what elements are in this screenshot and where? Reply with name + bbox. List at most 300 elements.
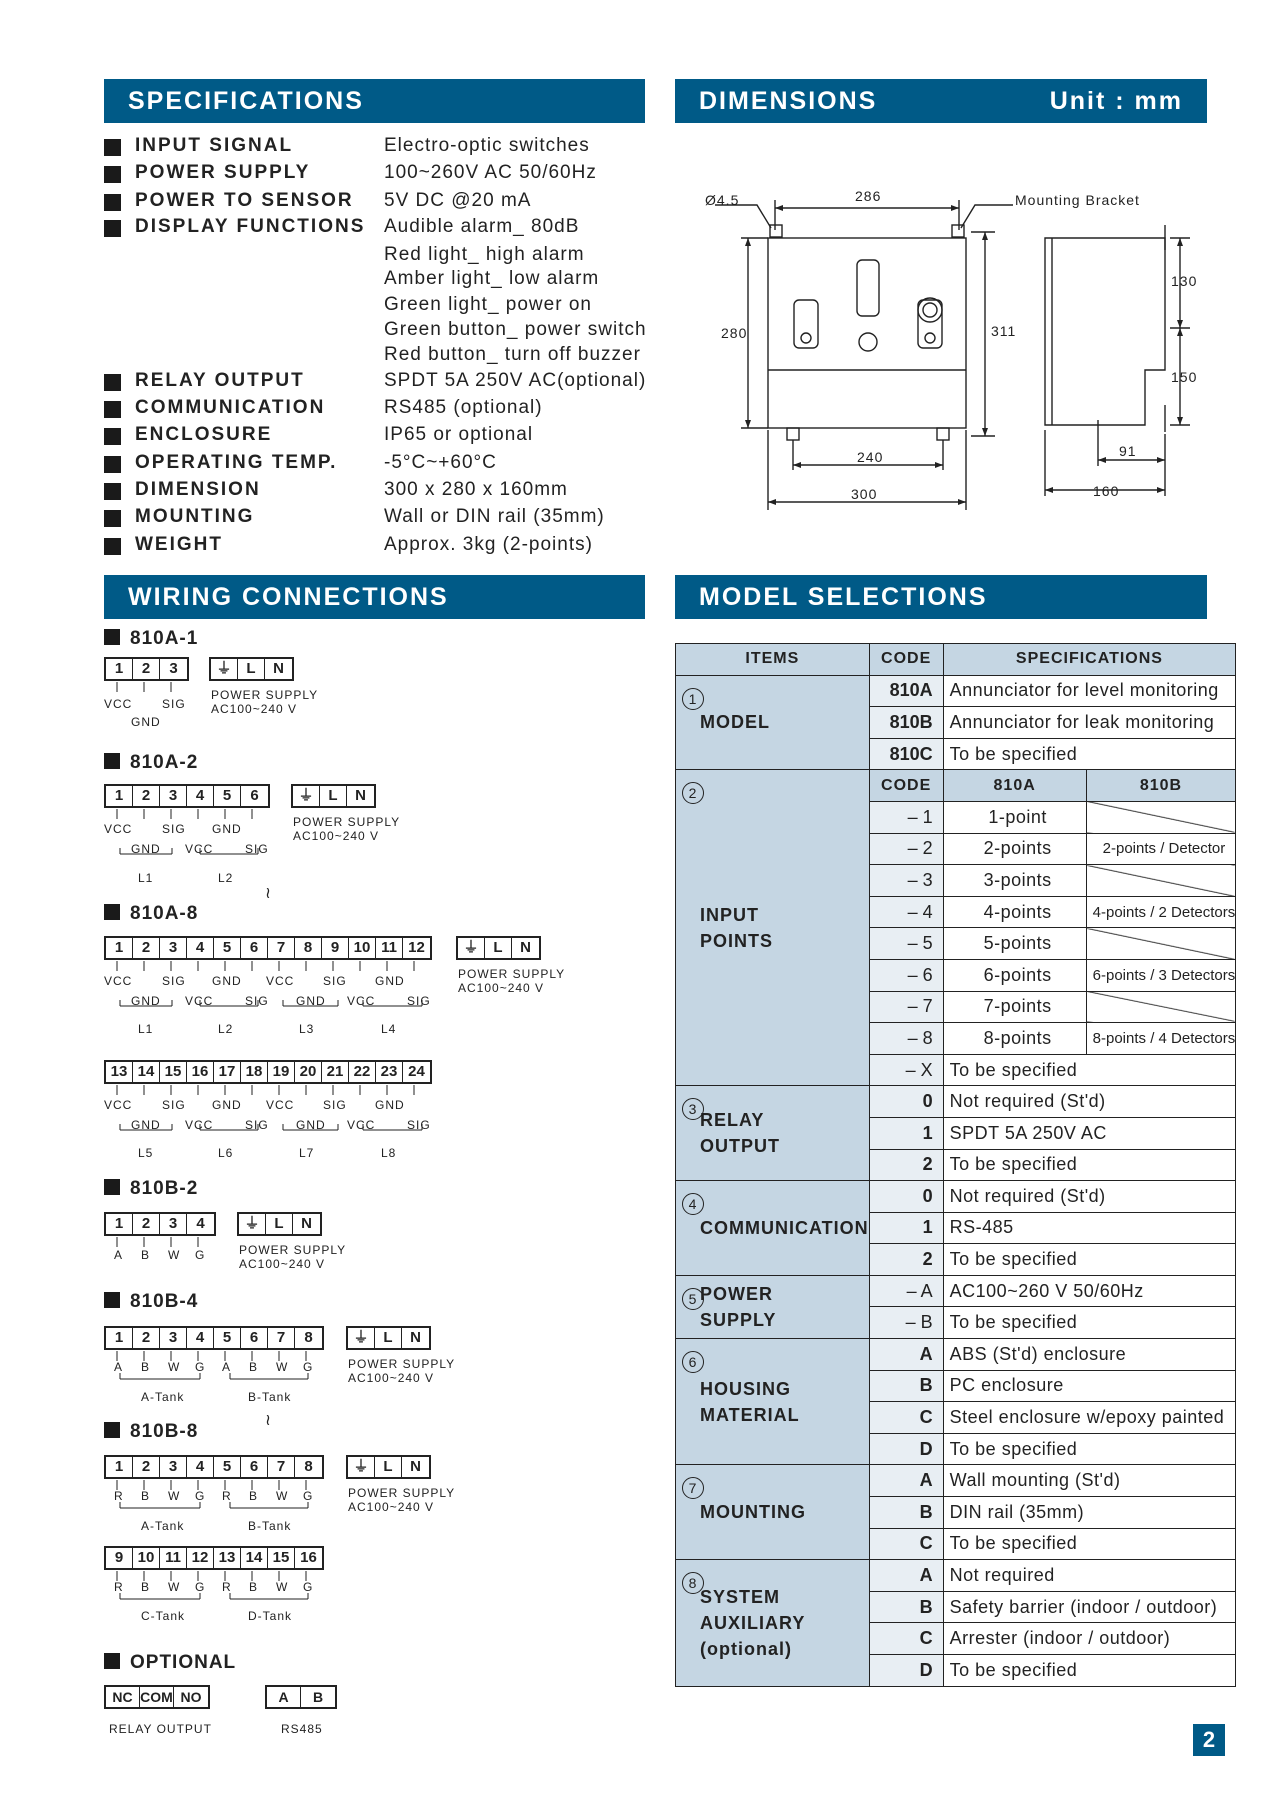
spec-cell-810b: 4-points / 2 Detectors [1086,896,1236,928]
spec-row [104,424,644,451]
wiring-section-title [104,1178,198,1200]
code-cell: C [869,1528,943,1560]
terminal: 21 [322,1062,349,1082]
wire-label: VCC [104,1098,133,1112]
terminal: 3 [160,1328,187,1348]
buzzer-button [918,298,942,322]
wire-label: VCC [185,994,214,1008]
spec-label: ENCLOSURE [135,424,273,445]
code-cell: – 4 [869,896,943,928]
spec-row [104,190,644,217]
spec-label: RELAY OUTPUT [135,370,305,391]
item-label: RELAY [700,1110,765,1131]
terminal: 1 [106,659,133,679]
wiring-section-title [104,903,198,925]
bullet-square-icon [104,456,121,473]
sub-header-code: CODE [869,770,943,802]
spec-cell: To be specified [943,738,1236,770]
wire-label: GND [212,1098,242,1112]
sub-header-810a: 810A [943,770,1086,802]
power-supply-voltage: AC100~240 V [348,1371,435,1385]
dimensions-title: DIMENSIONS [699,87,878,115]
terminal: 2 [133,938,160,958]
bracket-bottom-right [937,428,949,440]
table-row [676,770,1236,802]
spec-cell: To be specified [943,1054,1236,1086]
terminal: 15 [268,1548,295,1568]
terminal: 16 [187,1062,214,1082]
wire-label: VCC [347,994,376,1008]
wiring-section-title [104,1652,236,1674]
spec-row [104,506,644,533]
item-cell [676,1086,870,1181]
terminal: 7 [268,1457,295,1477]
code-cell: 2 [869,1149,943,1181]
item-number-badge: 7 [682,1477,704,1499]
loop-label: L3 [299,1022,315,1036]
wiring-section-title [104,628,198,650]
wiring-header [104,575,645,619]
terminal-block [104,1455,324,1479]
loop-label: L2 [218,871,234,885]
terminal: 12 [408,939,425,956]
terminal: 13 [214,1548,241,1568]
wire-label: VCC [104,697,133,711]
spec-value: Electro-optic switches [384,135,590,156]
spec-cell-810a: 7-points [943,991,1086,1023]
bullet-square-icon [104,428,121,445]
terminal: 1 [106,1328,133,1348]
wire-label: GND [296,1118,326,1132]
power-terminal-block [291,784,376,808]
code-cell: 810B [869,707,943,739]
terminal: 8 [304,1329,313,1346]
spec-value: SPDT 5A 250V AC(optional) [384,370,647,391]
wiring-section-label: 810B-2 [130,1178,199,1199]
code-cell: D [869,1655,943,1687]
wire-label: B [249,1489,259,1503]
terminal-line: L [238,659,265,679]
bullet-square-icon [104,374,121,391]
terminal-nc: NC [106,1687,140,1707]
spec-cell: Not required [943,1560,1236,1592]
terminal-line: L [375,1457,402,1477]
terminal: 7 [268,1328,295,1348]
dimensions-drawing [675,170,1215,530]
spec-value: Audible alarm_ 80dB [384,216,580,237]
terminal: 15 [160,1062,187,1082]
spec-label: INPUT SIGNAL [135,135,294,156]
terminal-line: L [375,1328,402,1348]
loop-label: L1 [138,871,154,885]
terminal: 6 [241,1457,268,1477]
tank-label: B-Tank [248,1519,292,1533]
spec-label: POWER SUPPLY [135,162,311,183]
table-row [676,1181,1236,1213]
specifications-header [104,79,645,123]
code-cell: – 6 [869,959,943,991]
item-label: MOUNTING [700,1502,806,1523]
terminal: 3 [160,786,187,806]
model-selections-title: MODEL SELECTIONS [699,583,988,611]
wire-label: SIG [162,822,186,836]
code-cell: A [869,1560,943,1592]
terminal-neutral: N [301,1215,312,1232]
wire-label: R [222,1489,232,1503]
spec-cell: ABS (St'd) enclosure [943,1339,1236,1371]
bullet-square-icon [104,194,121,211]
wiring-section-title [104,1421,198,1443]
terminal: 2 [133,659,160,679]
power-supply-voltage: AC100~240 V [211,702,298,716]
spec-cell: SPDT 5A 250V AC [943,1117,1236,1149]
item-cell [676,675,870,770]
terminal: 1 [106,1214,133,1234]
item-label: POINTS [700,930,774,951]
wire-label: B [141,1248,151,1262]
terminal-com: COM [140,1689,173,1705]
not-available-cell [1086,801,1236,833]
sensor-port-left [794,300,818,348]
spec-cell-810a: 1-point [943,801,1086,833]
display-extra-line: Green light_ power on [384,294,592,315]
wiring-section-label: 810A-8 [130,903,199,924]
spec-cell: AC100~260 V 50/60Hz [943,1275,1236,1307]
spec-label: DISPLAY FUNCTIONS [135,216,366,237]
terminal: 4 [196,1215,205,1232]
table-header-row [676,644,1236,676]
code-cell: B [869,1497,943,1529]
terminal: 9 [322,938,349,958]
terminal-block [104,657,189,681]
wire-label: G [195,1360,206,1374]
wire-label: GND [131,1118,161,1132]
terminal: 10 [133,1548,160,1568]
bullet-square-icon [104,220,121,237]
col-header-specifications: SPECIFICATIONS [943,644,1236,676]
spec-label: MOUNTING [135,506,255,527]
terminal-block [104,936,432,960]
continuation-icon: ≀ [265,885,271,902]
terminal-neutral: N [520,939,531,956]
code-cell: – X [869,1054,943,1086]
item-cell [676,1465,870,1560]
bullet-square-icon [104,483,121,500]
code-cell: A [869,1339,943,1371]
loop-label: L2 [218,1022,234,1036]
wire-label: GND [131,715,161,729]
spec-row [104,534,644,561]
display-extra-line: Red button_ turn off buzzer [384,344,641,365]
wire-label: VCC [266,1098,295,1112]
spec-cell: DIN rail (35mm) [943,1497,1236,1529]
item-number-badge: 2 [682,782,704,804]
code-cell: 2 [869,1244,943,1276]
spec-cell: To be specified [943,1244,1236,1276]
item-label: (optional) [700,1638,792,1659]
spec-cell: Steel enclosure w/epoxy painted [943,1402,1236,1434]
wire-label: R [114,1489,124,1503]
wire-label: GND [375,974,405,988]
item-cell [676,1275,870,1338]
wire-label: SIG [245,1118,269,1132]
hole-diameter-label: Ø4.5 [705,192,740,208]
terminal-neutral: N [355,787,366,804]
mounting-bracket-label: Mounting Bracket [1015,192,1140,208]
wire-label: A [114,1360,124,1374]
wire-label: SIG [407,1118,431,1132]
spec-value: 100~260V AC 50/60Hz [384,162,597,183]
display-extra-line: Amber light_ low alarm [384,268,600,289]
code-cell: B [869,1370,943,1402]
spec-row [104,452,644,479]
page-number: 2 [1193,1724,1225,1756]
item-cell [676,1181,870,1276]
not-available-cell [1086,991,1236,1023]
spec-row [104,135,644,162]
terminal: 6 [250,787,259,804]
terminal: 4 [187,938,214,958]
table-row [676,1339,1236,1371]
spec-cell: Annunciator for level monitoring [943,675,1236,707]
spec-cell-810b: 6-points / 3 Detectors [1086,959,1236,991]
continuation-icon: ≀ [265,1412,271,1429]
rs485-terminal-block [265,1685,337,1709]
ground-icon: ⏚ [293,786,320,806]
spec-cell-810b: 8-points / 4 Detectors [1086,1023,1236,1055]
bullet-square-icon [104,1653,120,1669]
code-cell: – B [869,1307,943,1339]
wire-label: VCC [104,974,133,988]
model-selections-header [675,575,1207,619]
wiring-section-label: 810B-4 [130,1291,199,1312]
dim-width-240: 240 [857,449,884,465]
terminal: 18 [241,1062,268,1082]
terminal-neutral: N [410,1458,421,1475]
terminal: 2 [133,1457,160,1477]
wire-label: W [276,1360,289,1374]
wire-label: SIG [407,994,431,1008]
spec-cell: Not required (St'd) [943,1086,1236,1118]
item-cell [676,770,870,1086]
power-supply-voltage: AC100~240 V [239,1257,326,1271]
bullet-square-icon [104,1422,120,1438]
item-label: SYSTEM [700,1586,781,1607]
relay-terminal-block [104,1685,210,1709]
item-label: POWER [700,1283,774,1304]
wire-label: B [141,1360,151,1374]
code-cell: C [869,1623,943,1655]
terminal-block [104,784,270,808]
wire-label: GND [212,822,242,836]
ground-icon: ⏚ [239,1214,266,1234]
dimensions-header [675,79,1207,123]
power-terminal-block [209,657,294,681]
wire-label: B [141,1489,151,1503]
wire-label: GND [375,1098,405,1112]
spec-cell: Annunciator for leak monitoring [943,707,1236,739]
table-row [676,1560,1236,1592]
item-number-badge: 3 [682,1098,704,1120]
terminal-block [104,1326,324,1350]
power-supply-label: POWER SUPPLY [239,1243,347,1257]
wire-label: W [168,1360,181,1374]
wire-label: R [114,1580,124,1594]
tank-label: D-Tank [248,1609,293,1623]
dim-depth-160: 160 [1093,483,1120,499]
code-cell: D [869,1433,943,1465]
tank-label: A-Tank [141,1390,185,1404]
spec-label: OPERATING TEMP. [135,452,338,473]
terminal: 3 [160,1214,187,1234]
spec-label: DIMENSION [135,479,261,500]
wire-label: GND [296,994,326,1008]
item-label: COMMUNICATION [700,1217,869,1238]
spec-value: RS485 (optional) [384,397,543,418]
code-cell: 1 [869,1117,943,1149]
loop-label: L6 [218,1146,234,1160]
spec-cell-810a: 5-points [943,928,1086,960]
table-row [676,675,1236,707]
wire-label: B [141,1580,151,1594]
spec-row [104,216,644,243]
power-terminal-block [346,1326,431,1350]
not-available-cell [1086,865,1236,897]
spec-row [104,370,647,397]
wiring-section-label: OPTIONAL [130,1652,237,1673]
table-row [676,1465,1236,1497]
spec-cell: PC enclosure [943,1370,1236,1402]
wire-label: W [276,1580,289,1594]
code-cell: – A [869,1275,943,1307]
terminal-block [104,1060,432,1084]
terminal: 1 [106,1457,133,1477]
wiring-section-label: 810A-1 [130,628,199,649]
bullet-square-icon [104,166,121,183]
spec-cell-810a: 3-points [943,865,1086,897]
code-cell: C [869,1402,943,1434]
terminal-block [104,1546,324,1570]
ground-icon: ⏚ [458,938,485,958]
power-switch [859,333,877,351]
code-cell: – 1 [869,801,943,833]
dim-width-286: 286 [855,188,882,204]
bullet-square-icon [104,510,121,527]
power-supply-voltage: AC100~240 V [293,829,380,843]
terminal: 14 [133,1062,160,1082]
terminal: 13 [106,1062,133,1082]
terminal-line: L [485,938,512,958]
wiring-section-title [104,1291,198,1313]
bullet-square-icon [104,904,120,920]
terminal: 19 [268,1062,295,1082]
spec-label: POWER TO SENSOR [135,190,354,211]
terminal: 1 [106,786,133,806]
model-selection-table [675,643,1236,1687]
wire-label: VCC [266,974,295,988]
wire-label: A [222,1360,232,1374]
wiring-section-title [104,752,198,774]
dim-depth-91: 91 [1119,443,1137,459]
item-number-badge: 1 [682,688,704,710]
terminal-no: NO [180,1689,202,1705]
item-label: SUPPLY [700,1309,777,1330]
code-cell: – 3 [869,865,943,897]
loop-label: L4 [381,1022,397,1036]
wire-label: W [168,1580,181,1594]
code-cell: – 2 [869,833,943,865]
wire-label: G [195,1580,206,1594]
code-cell: B [869,1591,943,1623]
terminal: 3 [160,938,187,958]
item-cell [676,1339,870,1465]
wire-label: B [249,1580,259,1594]
wire-label: G [303,1489,314,1503]
bullet-square-icon [104,753,120,769]
spec-cell: To be specified [943,1655,1236,1687]
spec-value: IP65 or optional [384,424,534,445]
dimensions-unit: Unit : mm [1049,87,1183,115]
wire-label: VCC [347,1118,376,1132]
terminal-neutral: N [410,1329,421,1346]
wiring-title: WIRING CONNECTIONS [128,583,449,611]
wire-label: SIG [162,697,186,711]
terminal: 12 [187,1548,214,1568]
code-cell: 810A [869,675,943,707]
power-supply-label: POWER SUPPLY [348,1486,456,1500]
item-label: INPUT [700,904,759,925]
indicator-lamp [857,260,879,316]
terminal-neutral: N [273,660,284,677]
item-number-badge: 8 [682,1572,704,1594]
tank-label: C-Tank [141,1609,186,1623]
terminal: 11 [160,1548,187,1568]
spec-label: WEIGHT [135,534,223,555]
terminal: 4 [187,786,214,806]
spec-cell: To be specified [943,1433,1236,1465]
spec-cell-810a: 8-points [943,1023,1086,1055]
item-label: MODEL [700,712,770,733]
loop-label: L1 [138,1022,154,1036]
bullet-square-icon [104,629,120,645]
code-cell: – 5 [869,928,943,960]
sensor-port-right [918,300,942,348]
dim-height-150: 150 [1171,369,1198,385]
dim-height-280: 280 [721,325,748,341]
terminal: 14 [241,1548,268,1568]
spec-cell-810a: 2-points [943,833,1086,865]
terminal: 5 [214,786,241,806]
terminal: 20 [295,1062,322,1082]
wire-label: R [222,1580,232,1594]
item-label: HOUSING [700,1378,792,1399]
wiring-section-label: 810B-8 [130,1421,199,1442]
wire-label: G [195,1489,206,1503]
spec-cell: Wall mounting (St'd) [943,1465,1236,1497]
item-label: OUTPUT [700,1136,780,1157]
terminal: 16 [300,1549,317,1566]
wire-label: A [114,1248,124,1262]
terminal: 10 [349,938,376,958]
power-supply-label: POWER SUPPLY [211,688,319,702]
terminal: 3 [169,660,178,677]
spec-label: COMMUNICATION [135,397,326,418]
power-supply-voltage: AC100~240 V [458,981,545,995]
wire-label: GND [131,994,161,1008]
bullet-square-icon [104,1292,120,1308]
wire-label: VCC [185,842,214,856]
spec-cell: Safety barrier (indoor / outdoor) [943,1591,1236,1623]
